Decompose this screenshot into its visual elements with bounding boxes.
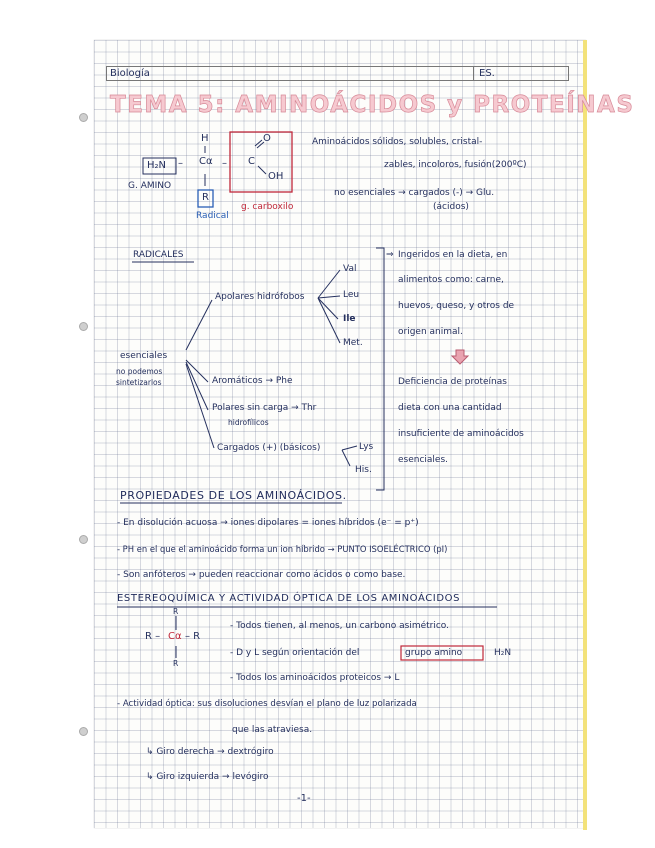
diet-line: huevos, queso, y otros de [398,301,515,311]
giro-izquierda: ↳ Giro izquierda → levógiro [146,772,269,782]
deficiency-line: dieta con una cantidad [398,403,502,413]
page-number: -1- [297,793,311,804]
section-heading: ESTEREOQUÍMICA Y ACTIVIDAD ÓPTICA DE LOS AMINOÁCIDOS [117,593,461,604]
grupo-amino-text: grupo amino [405,648,463,658]
calpha-atom: Cα [199,156,213,167]
h-atom: H [201,133,209,144]
diet-line: Ingeridos en la dieta, en [398,250,508,260]
section-heading: PROPIEDADES DE LOS AMINOÁCIDOS. [120,489,347,502]
radical-letter: R [202,192,209,203]
cargados-label: Cargados (+) (básicos) [217,443,321,453]
stereo-r-left: R – [145,631,161,642]
deficiency-line: esenciales. [398,455,449,465]
radicales-heading: RADICALES [133,250,184,260]
aa-met: Met. [343,338,363,348]
diet-arrow: ⇒ [386,250,394,260]
aa-ile: Ile [343,314,356,324]
diet-line: origen animal. [398,327,463,337]
bond-left: – [178,158,183,169]
subject-text: Biología [110,68,150,79]
polares-label: Polares sin carga → Thr [212,403,317,413]
carboxyl-label: g. carboxilo [241,202,294,212]
aa-lys: Lys [359,442,374,452]
h2n-text: H₂N [494,648,512,658]
aa-his: His. [355,465,372,475]
amino-group: H₂N [147,160,167,171]
deficiency-line: insuficiente de aminoácidos [398,429,524,439]
optical-activity: - Actividad óptica: sus disoluciones desvían el plano de luz polarizada [117,699,417,709]
stereo-item: - D y L según orientación del [230,648,360,658]
stereo-r-bottom: R [173,659,179,668]
stereo-calpha: Cα [168,631,182,642]
giro-derecha: ↳ Giro derecha → dextrógiro [146,747,274,757]
sintetizarlos: sintetizarlos [116,378,162,387]
no-esenciales: no esenciales → cargados (-) → Glu. [334,188,495,198]
stereo-item: - Todos los aminoácidos proteicos → L [230,673,400,683]
stereo-r-top: R [173,607,179,616]
props-line1: Aminoácidos sólidos, solubles, cristal- [312,137,483,147]
aa-leu: Leu [343,290,360,300]
deficiency-line: Deficiencia de proteínas [398,377,507,387]
initials-text: ES. [479,68,495,79]
stereo-r-right: – R [185,631,201,642]
props-line2: zables, incoloros, fusión(200ºC) [384,160,527,170]
stereo-item: - Todos tienen, al menos, un carbono asimétrico. [230,621,450,631]
page-title: TEMA 5: AMINOÁCIDOS y PROTEÍNAS [110,92,635,118]
amino-label: G. AMINO [128,181,172,191]
oxygen-atom: O [263,133,271,144]
esenciales-label: esenciales [120,351,168,361]
no-podemos: no podemos [116,367,163,376]
aa-val: Val [343,264,357,274]
acidos: (ácidos) [433,202,469,212]
hidrofilicos-label: hidrofílicos [228,418,269,427]
aromaticos-label: Aromáticos → Phe [212,376,293,386]
apolares-label: Apolares hidrófobos [215,292,305,302]
optical-activity-cont: que las atraviesa. [232,725,313,735]
bond-right: – [222,158,227,169]
diet-line: alimentos como: carne, [398,275,504,285]
property-item: - En disolución acuosa → iones dipolares = iones híbridos (e⁻ = p⁺) [117,518,419,528]
carbon-atom: C [248,156,255,167]
property-item: - PH en el que el aminoácido forma un ion híbrido → PUNTO ISOELÉCTRICO (pI) [117,544,448,554]
radical-label: Radical [196,211,229,221]
property-item: - Son anfóteros → pueden reaccionar como ácidos o como base. [117,570,406,580]
hydroxyl-group: OH [268,171,284,182]
